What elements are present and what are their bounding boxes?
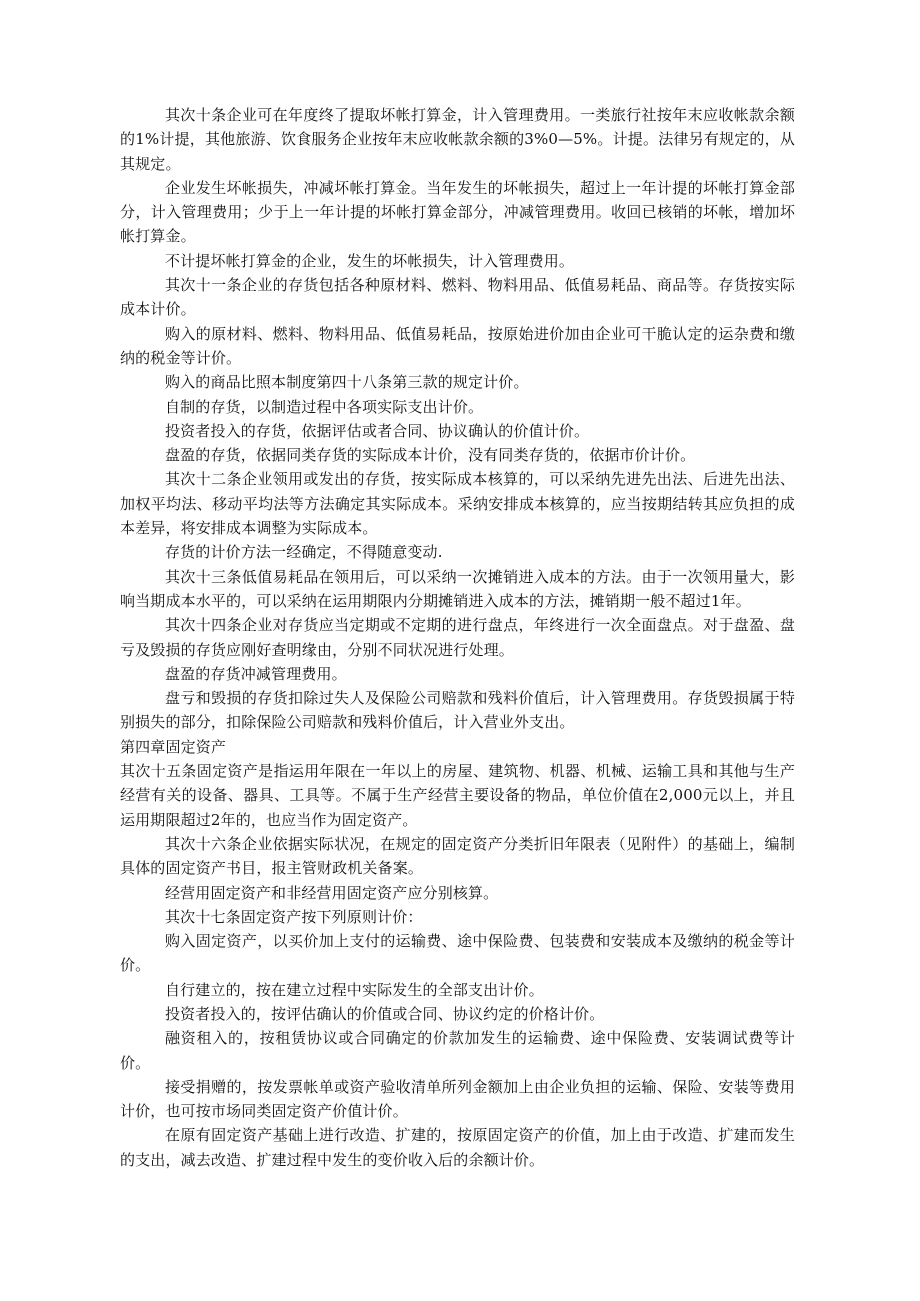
paragraph: 经营用固定资产和非经营用固定资产应分别核算。 (165, 883, 499, 902)
paragraph: 盘亏和毁损的存货扣除过失人及保险公司赔款和残料价值后，计入管理费用。存货毁损属于特别损失的部分，扣除保险公司赔款和残料价值后，计入营业外支出。 (120, 689, 795, 732)
document-page (120, 103, 795, 1172)
paragraph: 其次十条企业可在年度终了提取坏帐打算金，计入管理费用。一类旅行社按年末应收帐款余额的1%计提，其他旅游、饮食服务企业按年末应收帐款余额的3%0—5%。计提。法律另有规定的，从其规定。 (120, 106, 795, 173)
paragraph: 其次十三条低值易耗品在领用后，可以采纳一次摊销进入成本的方法。由于一次领用量大，影响当期成本水平的，可以采纳在运用期限内分期摊销进入成本的方法，摊销期一般不超过1年。 (120, 567, 795, 610)
paragraph: 盘盈的存货冲减管理费用。 (165, 664, 347, 683)
paragraph: 企业发生坏帐损失，冲减坏帐打算金。当年发生的坏帐损失，超过上一年计提的坏帐打算金部分，计入管理费用；少于上一年计提的坏帐打算金部分，冲减管理费用。收回已核销的坏帐，增加坏帐打算金。 (120, 178, 795, 246)
paragraph: 盘盈的存货，依据同类存货的实际成本计价，没有同类存货的，依据市价计价。 (165, 446, 696, 465)
paragraph: 购入的商品比照本制度第四十八条第三款的规定计价。 (165, 373, 529, 392)
paragraph: 其次十六条企业依据实际状况，在规定的固定资产分类折旧年限表（见附件）的基础上，编制具体的固定资产书目，报主管财政机关备案。 (120, 834, 795, 878)
paragraph: 在原有固定资产基础上进行改造、扩建的，按原固定资产的价值，加上由于改造、扩建而发生的支出，减去改造、扩建过程中发生的变价收入后的余额计价。 (120, 1126, 795, 1169)
paragraph: 存货的计价方法一经确定，不得随意变动. (165, 543, 443, 562)
paragraph: 购入的原材料、燃料、物料用品、低值易耗品，按原始进价加由企业可干脆认定的运杂费和缴纳的税金等计价。 (120, 324, 795, 367)
paragraph: 投资者投入的，按评估确认的价值或合同、协议约定的价格计价。 (165, 1004, 605, 1023)
paragraph: 其次十五条固定资产是指运用年限在一年以上的房屋、建筑物、机器、机械、运输工具和其他与生产经营有关的设备、器具、工具等。不属于生产经营主要设备的物品，单位价值在2,000元以上，并且运用期限超过2年的，也应当作为固定资产。 (120, 762, 795, 829)
paragraph: 接受捐赠的，按发票帐单或资产验收清单所列金额加上由企业负担的运输、保险、安装等费用计价，也可按市场同类固定资产价值计价。 (120, 1077, 795, 1121)
paragraph: 不计提坏帐打算金的企业，发生的坏帐损失，计入管理费用。 (165, 251, 575, 270)
paragraph: 其次十一条企业的存货包括各种原材料、燃料、物料用品、低值易耗品、商品等。存货按实际成本计价。 (120, 276, 795, 319)
paragraph: 自制的存货，以制造过程中各项实际支出计价。 (165, 397, 484, 416)
paragraph: 投资者投入的存货，依据评估或者合同、协议确认的价值计价。 (165, 421, 590, 440)
paragraph: 其次十二条企业领用或发出的存货，按实际成本核算的，可以采纳先进先出法、后进先出法、加权平均法、移动平均法等方法确定其实际成本。采纳安排成本核算的，应当按期结转其应负担的成本差异，将安排成本调整为实际成本。 (120, 470, 795, 538)
paragraph: 融资租入的，按租赁协议或合同确定的价款加发生的运输费、途中保险费、安装调试费等计价。 (120, 1029, 795, 1072)
paragraph: 自行建立的，按在建立过程中实际发生的全部支出计价。 (165, 980, 544, 999)
paragraph: 其次十七条固定资产按下列原则计价： (165, 907, 423, 926)
chapter-heading: 第四章固定资产 (120, 737, 227, 756)
paragraph: 购入固定资产，以买价加上支付的运输费、途中保险费、包装费和安装成本及缴纳的税金等计价。 (120, 932, 795, 975)
paragraph: 其次十四条企业对存货应当定期或不定期的进行盘点，年终进行一次全面盘点。对于盘盈、盘亏及毁损的存货应刚好查明缘由，分别不同状况进行处理。 (120, 616, 795, 659)
